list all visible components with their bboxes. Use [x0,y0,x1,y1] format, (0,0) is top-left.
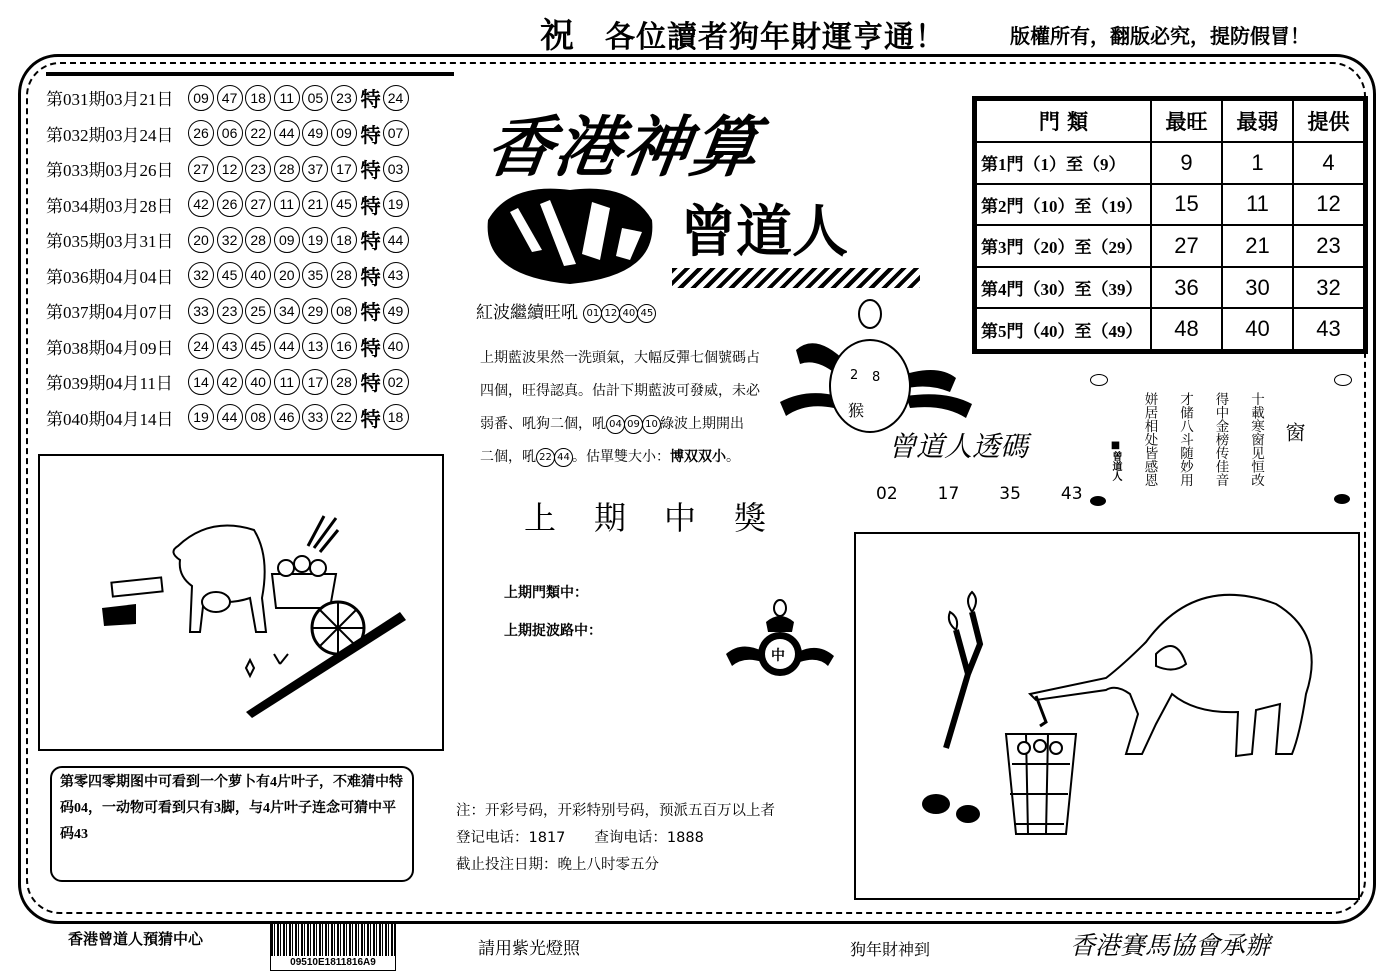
number-ball: 14 [188,369,214,395]
hongbo-balls [583,304,655,323]
number-ball: 46 [274,404,300,430]
special-ball: 03 [383,156,409,182]
special-label: 特 [360,300,381,325]
green-balls [606,415,660,434]
number-ball: 11 [274,85,300,111]
draw-row [46,329,454,365]
number-ball: 35 [302,262,328,288]
number-ball: 09 [274,227,300,253]
number-ball: 37 [302,156,328,182]
header-copyright: 版權所有，翻版必究，提防假冒！ [1010,24,1310,48]
number-ball: 21 [302,191,328,217]
touma-numbers [876,484,1123,504]
number-ball: 42 [188,191,214,217]
analysis-line-4a: 二個，吼 [480,449,536,465]
pick-balls [536,448,572,467]
number-ball: 29 [302,298,328,324]
special-ball: 19 [383,191,409,217]
note-line-1: 注：开彩号码，开彩特别号码，预派五百万以上者 [456,803,775,819]
number-ball: 45 [245,333,271,359]
number-ball: 06 [217,120,243,146]
number-ball: 28 [331,262,357,288]
small-ball: 44 [554,448,573,467]
number-ball: 08 [245,404,271,430]
draw-date: 第037期04月07日 [46,303,174,323]
special-ball: 43 [383,262,409,288]
oval-mark [1334,374,1352,386]
barcode-number: 09510E1811816A9 [290,957,376,968]
special-label: 特 [360,264,381,289]
poem-col-4: 姘居相处皆感恩 [1141,392,1158,487]
table-row [976,308,1364,350]
hongbo-text: 紅波繼續旺吼 [476,303,578,323]
barcode [270,923,396,971]
footer-organizer: 香港賽馬協會承辦 [1070,931,1271,960]
door-group: 第3門（20）至（29） [976,225,1151,267]
draw-date: 第040期04月14日 [46,409,174,429]
draw-row [46,364,454,400]
special-label: 特 [360,122,381,147]
table-header: 門 類 [976,100,1151,142]
min-value: 21 [1222,225,1293,267]
draw-row [46,187,454,223]
note-line-2: 登记电话：1817 查询电话：1888 [456,830,704,846]
door-group: 第1門（1）至（9） [976,142,1151,184]
small-ball: 40 [619,304,638,323]
min-value: 11 [1222,184,1293,226]
draw-date: 第035期03月31日 [46,232,174,252]
analysis-line-4d: 。 [726,449,740,465]
min-value: 40 [1222,308,1293,350]
max-value: 27 [1151,225,1222,267]
elephant-picture [854,532,1360,900]
table-header: 最弱 [1222,100,1293,142]
poem-col-2: 得中金榜传佳音 [1212,392,1229,487]
analysis-text [480,342,770,474]
min-value: 1 [1222,142,1293,184]
small-ball: 22 [536,448,555,467]
number-ball: 25 [245,298,271,324]
draw-row [46,400,454,436]
give-value: 32 [1293,267,1364,309]
number-ball: 44 [274,120,300,146]
number-ball: 33 [188,298,214,324]
give-value: 4 [1293,142,1364,184]
number-ball: 13 [302,333,328,359]
monkey-num-right: 8 [872,370,881,385]
touma-number: 17 [937,484,960,504]
poem-window: 窗 [1282,422,1306,442]
number-ball: 27 [188,156,214,182]
number-ball: 26 [217,191,243,217]
number-ball: 22 [245,120,271,146]
table-header: 提供 [1293,100,1364,142]
give-value: 12 [1293,184,1364,226]
number-ball: 28 [274,156,300,182]
number-ball: 23 [245,156,271,182]
draw-date: 第034期03月28日 [46,196,174,216]
analysis-line-4 [480,441,770,474]
number-ball: 11 [274,369,300,395]
number-ball: 27 [245,191,271,217]
draw-row [46,293,454,329]
number-ball: 49 [302,120,328,146]
divider [46,72,454,76]
draw-row [46,80,454,116]
page-title: 香港神算 [481,108,765,186]
number-ball: 47 [217,85,243,111]
max-value: 48 [1151,308,1222,350]
special-ball: 24 [383,85,409,111]
touma-number: 35 [999,484,1021,504]
table-row [976,184,1364,226]
number-ball: 33 [302,404,328,430]
draw-date: 第036期04月04日 [46,267,174,287]
dot-mark [1090,496,1106,506]
last-win-title: 上期中獎 [524,499,805,537]
number-ball: 05 [302,85,328,111]
max-value: 15 [1151,184,1222,226]
poem [1110,392,1304,487]
special-label: 特 [360,87,381,112]
number-ball: 09 [331,120,357,146]
special-ball: 40 [383,333,409,359]
number-ball: 45 [217,262,243,288]
odd-even-pick: 博双双小 [670,449,726,465]
draw-date: 第031期03月21日 [46,90,174,110]
draw-row [46,116,454,152]
number-ball: 40 [245,369,271,395]
small-ball: 45 [637,304,656,323]
poem-col-3: 才储八斗随妙用 [1177,392,1193,487]
draw-date: 第033期03月26日 [46,161,174,181]
monkey-label: 猴 [848,401,865,420]
number-ball: 45 [331,191,357,217]
number-ball: 17 [331,156,357,182]
table-row [976,267,1364,309]
number-ball: 19 [302,227,328,253]
header-greeting: 各位讀者狗年財運亨通！ [605,20,946,55]
number-ball: 22 [331,404,357,430]
number-ball: 09 [188,85,214,111]
draw-date: 第039期04月11日 [46,374,173,394]
number-ball: 43 [217,333,243,359]
number-ball: 23 [217,298,243,324]
footer-uv: 請用紫光燈照 [478,939,580,959]
special-ball: 02 [383,369,409,395]
footer-dog: 狗年財神到 [850,940,931,959]
poem-author: ■曾道人 [1110,440,1121,481]
number-ball: 16 [331,333,357,359]
analysis-line-2: 四個，旺得認真。估計下期藍波可發威，未必 [480,383,760,399]
number-ball: 12 [217,156,243,182]
hint-box: 第零四零期图中可看到一个萝卜有4片叶子，不难猜中特码04，一动物可看到只有3脚，与4片叶子连念可猜中平码43 [50,766,414,882]
touma-title: 曾道人透碼 [888,430,1029,463]
number-ball: 23 [331,85,357,111]
number-ball: 32 [188,262,214,288]
medal-gourd-icon [722,598,838,686]
notes [456,798,775,879]
oval-mark [1090,374,1108,386]
door-group: 第5門（40）至（49） [976,308,1151,350]
number-ball: 32 [217,227,243,253]
elephant-basket-illustration-icon [856,534,1358,898]
draw-results [46,72,454,435]
table-header: 最旺 [1151,100,1222,142]
last-door-label: 上期門類中： [504,585,588,601]
draw-row [46,222,454,258]
special-label: 特 [360,335,381,360]
stripe-decoration [672,268,920,288]
hint-picture-ox [38,454,444,751]
max-value: 36 [1151,267,1222,309]
give-value: 43 [1293,308,1364,350]
special-label: 特 [360,406,381,431]
table-row [976,225,1364,267]
ingot-logo-icon [480,180,660,288]
special-label: 特 [360,158,381,183]
ox-cart-illustration-icon [40,456,442,749]
hongbo-line [476,298,655,323]
draw-row [46,151,454,187]
draw-date: 第032期03月24日 [46,125,174,145]
note-line-3: 截止投注日期：晚上八时零五分 [456,857,659,873]
monkey-num-top: 2 [850,368,859,383]
draw-row [46,258,454,294]
number-ball: 42 [217,369,243,395]
medal-label: 中 [771,648,785,664]
min-value: 30 [1222,267,1293,309]
special-label: 特 [360,193,381,218]
number-ball: 18 [245,85,271,111]
number-ball: 20 [188,227,214,253]
door-table [972,96,1368,354]
number-ball: 18 [331,227,357,253]
max-value: 9 [1151,142,1222,184]
number-ball: 24 [188,333,214,359]
special-ball: 44 [383,227,409,253]
small-ball: 10 [642,415,661,434]
analysis-line-3a: 弱番、吼狗二個，吼 [480,416,606,432]
number-ball: 08 [331,298,357,324]
small-ball: 04 [606,415,625,434]
give-value: 23 [1293,225,1364,267]
number-ball: 44 [217,404,243,430]
number-ball: 28 [245,227,271,253]
door-group: 第2門（10）至（19） [976,184,1151,226]
number-ball: 44 [274,333,300,359]
special-ball: 07 [383,120,409,146]
gourd-bow-icon [776,292,976,442]
special-label: 特 [360,371,381,396]
footer-center: 香港曾道人預猜中心 [68,930,204,948]
number-ball: 17 [302,369,328,395]
analysis-line-3b: 綠波上期開出 [660,416,744,432]
page-subtitle: 曾道人 [680,199,848,265]
barcode-bars [271,924,395,956]
number-ball: 34 [274,298,300,324]
number-ball: 20 [274,262,300,288]
small-ball: 12 [601,304,620,323]
special-ball: 49 [383,298,409,324]
last-wave-label: 上期捉波路中： [504,623,602,639]
table-row [976,142,1364,184]
draw-date: 第038期04月09日 [46,338,174,358]
poem-col-1: 十載寒窗见恒改 [1248,392,1264,487]
number-ball: 19 [188,404,214,430]
number-ball: 11 [274,191,300,217]
number-ball: 40 [245,262,271,288]
special-label: 特 [360,229,381,254]
small-ball: 01 [583,304,602,323]
header-lead-char: 祝 [540,16,574,56]
analysis-line-1: 上期藍波果然一洗頭氣，大幅反彈七個號碼占 [480,350,760,366]
touma-number: 43 [1060,484,1083,504]
door-group: 第4門（30）至（39） [976,267,1151,309]
analysis-line-3 [480,408,770,441]
small-ball: 09 [624,415,643,434]
dot-mark [1334,494,1350,504]
analysis-line-4b: 。估單雙大小： [572,449,670,465]
special-ball: 18 [383,404,409,430]
touma-number: 02 [876,484,898,504]
number-ball: 28 [331,369,357,395]
number-ball: 26 [188,120,214,146]
